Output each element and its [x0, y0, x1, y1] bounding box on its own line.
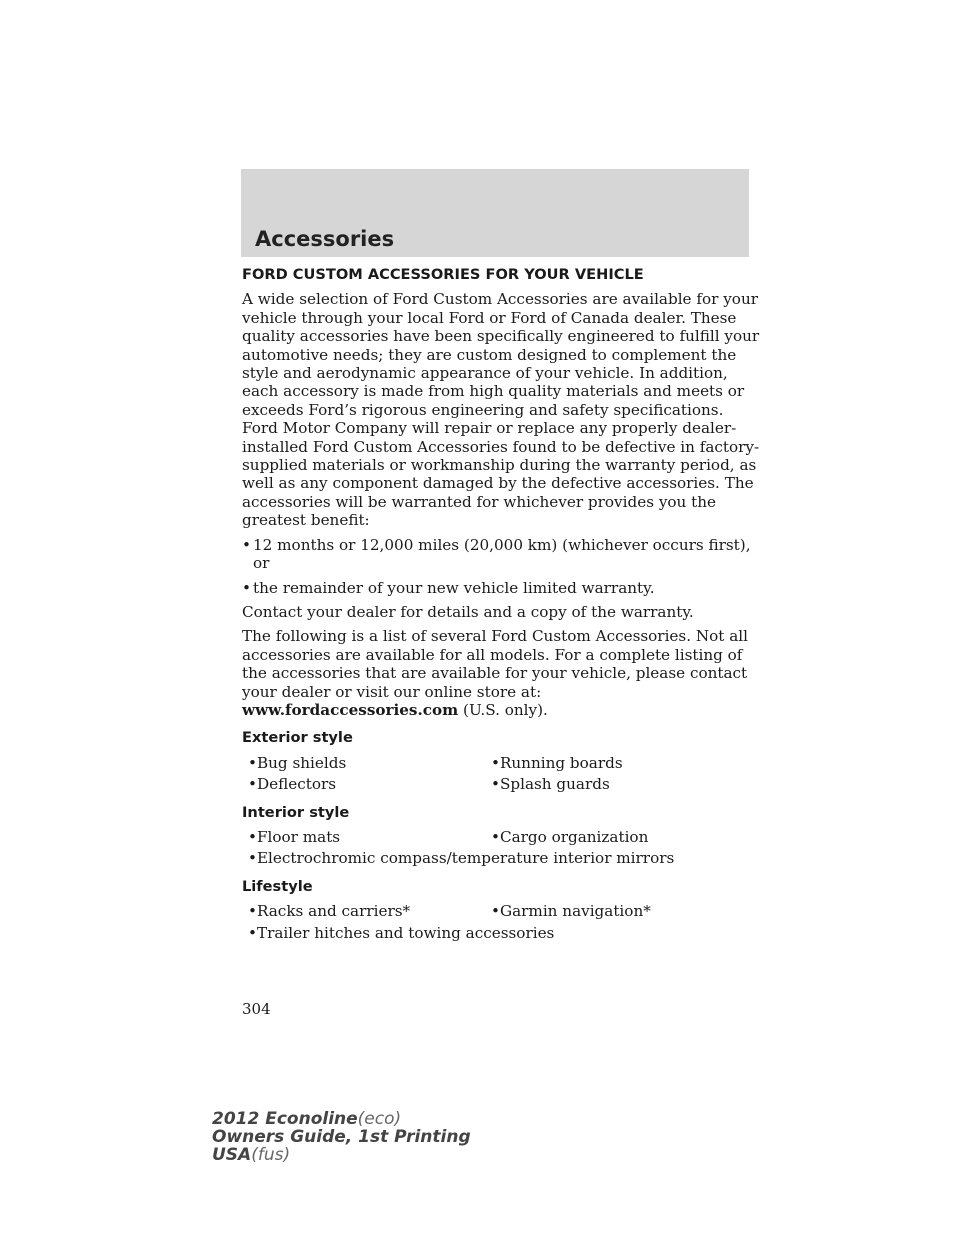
accessory-row — [248, 849, 762, 867]
list-intro-paragraph — [242, 627, 762, 719]
accessory-row — [248, 828, 762, 846]
bullet-text: the remainder of your new vehicle limited warranty. — [253, 578, 655, 597]
subsection-title: Interior style — [242, 803, 350, 821]
footer-line-guide: Owners Guide, 1st Printing — [212, 1127, 471, 1147]
page-content — [242, 266, 762, 945]
accessory-grid-lifestyle — [248, 902, 762, 942]
accessory-item: •Garmin navigation* — [491, 902, 651, 921]
section-header-band — [241, 169, 749, 257]
bullet-item — [242, 579, 762, 597]
accessory-grid-interior — [248, 828, 762, 868]
subsection-title: Lifestyle — [242, 877, 313, 895]
accessory-item: •Cargo organization — [491, 827, 649, 846]
url-suffix: (U.S. only). — [463, 700, 548, 719]
accessory-row — [248, 902, 762, 920]
accessory-item: •Floor mats — [248, 827, 341, 846]
accessory-item: •Bug shields — [248, 753, 347, 772]
contact-paragraph: Contact your dealer for details and a copy of the warranty. — [242, 602, 694, 621]
accessory-item: •Electrochromic compass/temperature interior mirrors — [248, 849, 675, 868]
accessory-grid-exterior — [248, 754, 762, 794]
accessory-row — [248, 754, 762, 772]
intro-paragraph: A wide selection of Ford Custom Accessories are available for your vehicle through your local Ford or Ford of Canada dealer. These quality accessories have been specifically engineered to fulfill your automotive needs; they are custom designed to complement the style and aerodynamic appearance of your vehicle. In addition, each accessory is made from high quality materials and meets or exceeds Ford’s rigorous engineering and safety specifications. Ford Motor Company will repair or replace any properly dealer-installed Ford Custom Accessories found to be defective in factory-supplied materials or workmanship during the warranty period, as well as any component damaged by the defective accessories. The accessories will be warranted for whichever provides you the greatest benefit: — [242, 290, 760, 530]
accessory-item: •Racks and carriers* — [248, 902, 411, 921]
footer-imprint — [212, 1110, 471, 1164]
bullet-item — [242, 536, 762, 573]
section-title: Accessories — [255, 227, 395, 251]
accessory-item: •Splash guards — [491, 775, 610, 794]
list-intro-text: The following is a list of several Ford Custom Accessories. Not all accessories are available for all models. For a complete listing of the accessories that are available for your vehicle, please contact your dealer or visit our online store at: — [242, 627, 748, 701]
page-number: 304 — [242, 1000, 271, 1018]
accessory-row — [248, 775, 762, 793]
accessory-item: •Trailer hitches and towing accessories — [248, 923, 555, 942]
bullet-dot-icon: • — [242, 535, 251, 554]
accessory-item: •Deflectors — [248, 775, 337, 794]
main-heading: FORD CUSTOM ACCESSORIES FOR YOUR VEHICLE — [242, 266, 644, 283]
footer-line-model: 2012 Econoline(eco) — [212, 1109, 402, 1129]
accessory-row — [248, 924, 762, 942]
subsection-title: Exterior style — [242, 729, 353, 747]
accessory-item: •Running boards — [491, 753, 623, 772]
store-url-link[interactable]: www.fordaccessories.com — [242, 700, 459, 719]
bullet-dot-icon: • — [242, 578, 251, 597]
footer-line-market: USA(fus) — [212, 1145, 291, 1165]
bullet-text: 12 months or 12,000 miles (20,000 km) (whichever occurs first), or — [253, 535, 751, 573]
